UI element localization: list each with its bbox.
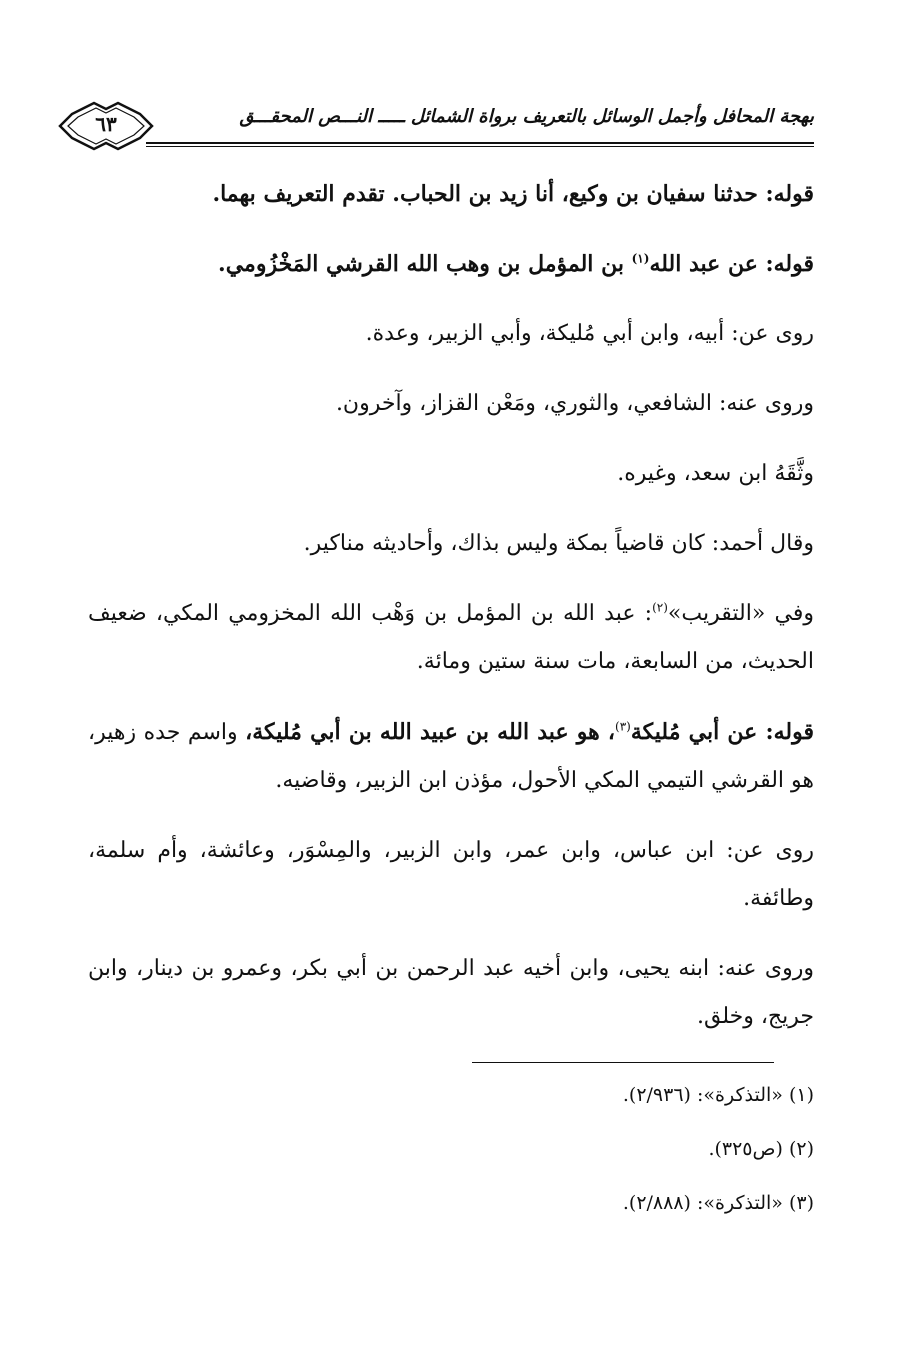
paragraph-4: وروى عنه: الشافعي، والثوري، ومَعْن القزاز، وآخرون.: [335, 391, 814, 416]
paragraph-9: روى عن: ابن عباس، وابن عمر، وابن الزبير، والمِسْوَر، وعائشة، وأم سلمة، وطائفة.: [88, 838, 814, 911]
paragraph-text: وفي «التقريب»: [667, 601, 814, 626]
paragraph-6: وقال أحمد: كان قاضياً بمكة وليس بذاك، وأحاديثه مناكير.: [303, 531, 814, 556]
paragraph-text: بن المؤمل بن وهب الله القرشي المَخْزُومي.: [218, 251, 632, 277]
footnote-separator: [472, 1062, 774, 1063]
paragraph-lead: قوله: عن عبد الله: [649, 251, 814, 277]
paragraph-text: واسم جده زهير، هو القرشي التيمي المكي الأحول، مؤذن ابن الزبير، وقاضيه.: [88, 720, 814, 793]
main-text: [88, 170, 814, 1063]
header-rule-thin: [146, 146, 814, 147]
paragraph-1: [88, 170, 814, 218]
header-title: بهجة المحافل وأجمل الوسائل بالتعريف برواة الشمائل ـــــ النـــص المحقـــق: [239, 106, 814, 127]
paragraph-7: [88, 590, 814, 686]
page-number: ٦٣: [95, 112, 117, 136]
footnotes: [300, 1078, 814, 1240]
footnote-2: (٢) (ص٣٢٥).: [708, 1138, 814, 1160]
page-number-badge: [56, 100, 156, 152]
paragraph-5: وثَّقَهُ ابن سعد، وغيره.: [617, 461, 814, 486]
footnote-ref: (١): [631, 251, 650, 266]
paragraph-lead: ، هو عبد الله بن عبيد الله بن أبي مُليكة،: [245, 719, 616, 745]
paragraph-lead: قوله: عن أبي مُليكة: [630, 719, 814, 745]
footnote-3: (٣) «التذكرة»: (٢/٨٨٨).: [622, 1192, 814, 1214]
footnote-1: (١) «التذكرة»: (٢/٩٣٦).: [622, 1084, 814, 1106]
paragraph-8: [88, 708, 814, 805]
paragraph-3: روى عن: أبيه، وابن أبي مُليكة، وأبي الزبير، وعدة.: [365, 321, 814, 346]
running-header: [52, 96, 814, 166]
footnote-ref: (٣): [615, 719, 631, 734]
paragraph-10: وروى عنه: ابنه يحيى، وابن أخيه عبد الرحمن بن أبي بكر، وعمرو بن دينار، وابن جريج، وخلق.: [88, 956, 814, 1029]
paragraph-2: [88, 240, 814, 288]
footnote-ref: (٢): [652, 600, 668, 615]
paragraph-text: تقدم التعريف بهما.: [212, 181, 393, 207]
header-rule: [146, 142, 814, 144]
paragraph-lead: قوله: حدثنا سفيان بن وكيع، أنا زيد بن الحباب.: [392, 181, 814, 207]
paragraph-text: : عبد الله بن المؤمل بن وَهْب الله المخزومي المكي، ضعيف الحديث، من السابعة، مات سنة ستين ومائة.: [88, 601, 814, 674]
